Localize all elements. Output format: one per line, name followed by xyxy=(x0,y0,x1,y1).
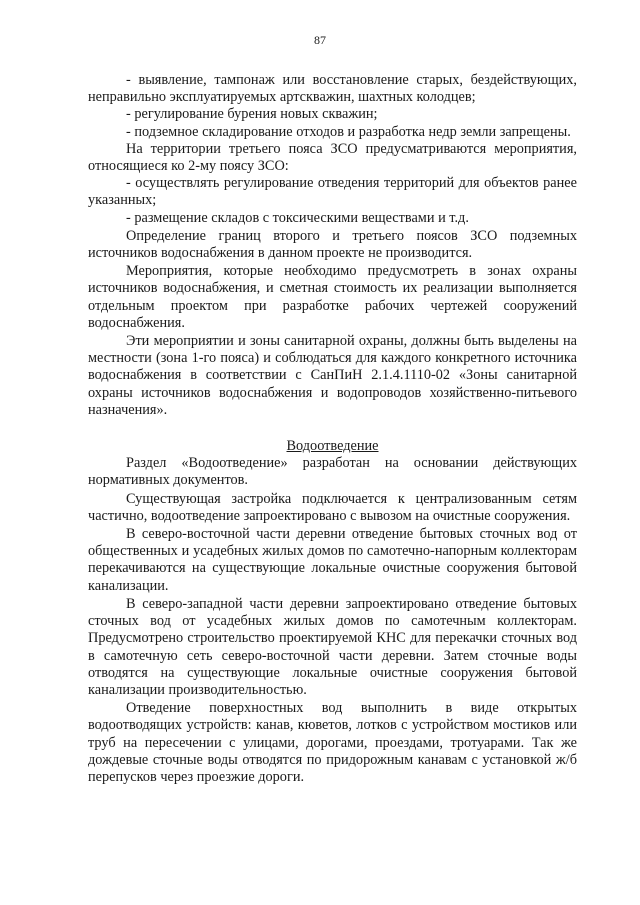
paragraph: - подземное складирование отходов и разработка недр земли запрещены. xyxy=(126,123,571,140)
page-number: 87 xyxy=(314,33,326,47)
document-body xyxy=(88,72,577,786)
paragraph: В северо-западной части деревни запроектировано отведение бытовых сточных вод от усадебных жилых домов по самотечным коллекторам. Предусмотрено строительство проектируемой КНС для перекачки сточных вод в самотечную сеть северо-восточной части деревни. Затем сточные воды отводятся на существующие локальные очистные сооружения бытовой канализации производительностью. xyxy=(88,595,577,698)
paragraph: Определение границ второго и третьего поясов ЗСО подземных источников водоснабжения в данном проекте не производится. xyxy=(88,227,577,262)
paragraph: - размещение складов с токсическими веществами и т.д. xyxy=(126,209,469,226)
section-heading: Водоотведение xyxy=(286,438,379,455)
paragraph: - выявление, тампонаж или восстановление старых, бездействующих, неправильно эксплуатируемых артскважин, шахтных колодцев; xyxy=(88,72,577,106)
paragraph: - осуществлять регулирование отведения территорий для объектов ранее указанных; xyxy=(88,175,577,209)
paragraph: Эти мероприятии и зоны санитарной охраны, должны быть выделены на местности (зона 1-го пояса) и соблюдаться для каждого конкретного источника водоснабжения в соответствии с СанПиН 2.1.4.1110-02 «Зоны санитарной охраны источников водоснабжения и водопроводов хозяйственно-питьевого назначения». xyxy=(88,333,577,418)
paragraph: Мероприятия, которые необходимо предусмотреть в зонах охраны источников водоснабжения, и сметная стоимость их реализации выполняется отдельным проектом при разработке рабочих чертежей сооружений водоснабжения. xyxy=(88,263,577,331)
paragraph: В северо-восточной части деревни отведение бытовых сточных вод от общественных и усадебных жилых домов по самотечно-напорным коллекторам перекачиваются на существующие локальные очистные сооружения бытовой канализации. xyxy=(88,526,577,594)
paragraph: На территории третьего пояса ЗСО предусматриваются мероприятия, относящиеся ко 2-му поясу ЗСО: xyxy=(88,140,577,175)
paragraph: - регулирование бурения новых скважин; xyxy=(126,106,378,123)
paragraph: Существующая застройка подключается к централизованным сетям частично, водоотведение запроектировано с вывозом на очистные сооружения. xyxy=(88,490,577,524)
paragraph: Отведение поверхностных вод выполнить в виде открытых водоотводящих устройств: канав, кюветов, лотков с устройством мостиков или труб на пересечении с улицами, дорогами, проездами, тротуарами. Так же дождевые сточные воды отводятся по придорожным канавам с установкой ж/б перепусков через проезжие дороги. xyxy=(88,700,577,785)
paragraph: Раздел «Водоотведение» разработан на основании действующих нормативных документов. xyxy=(88,455,577,489)
